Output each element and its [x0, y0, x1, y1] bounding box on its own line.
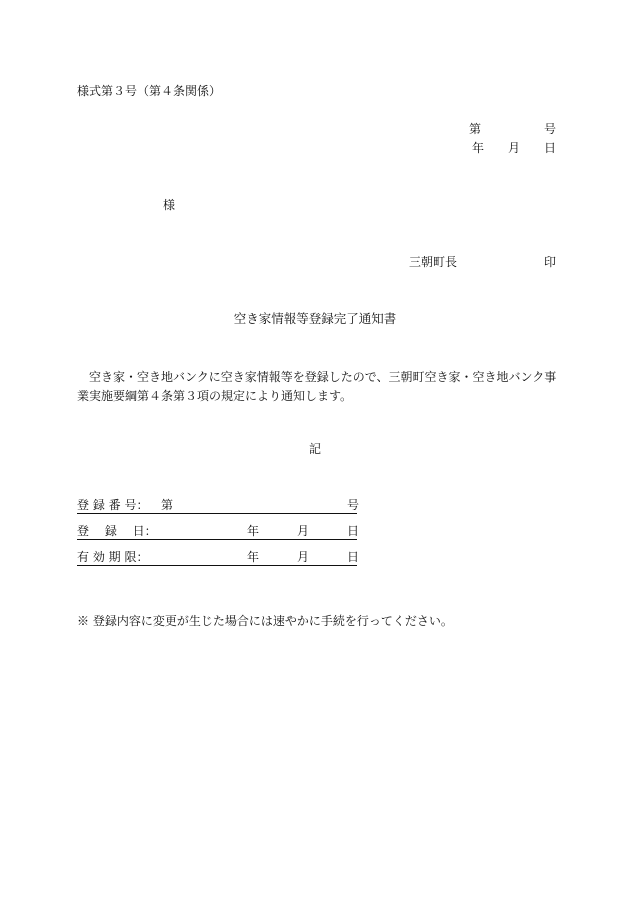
sender-name: 三朝町長 — [408, 255, 457, 269]
document-number-line — [469, 123, 556, 135]
registration-number-prefix: 第 — [161, 498, 174, 512]
validity-period-day: 日 — [347, 550, 360, 564]
recipient-line — [163, 199, 175, 211]
registration-number-label: 登 録 番 号： — [77, 498, 149, 512]
date-month-label: 月 — [507, 141, 520, 155]
registration-number-row — [77, 497, 360, 514]
issue-date-line — [472, 142, 556, 154]
form-number: 様式第３号（第４条関係） — [77, 84, 222, 98]
registration-number-suffix: 号 — [347, 498, 360, 512]
registration-date-day: 日 — [347, 524, 360, 538]
date-day-label: 日 — [543, 141, 556, 155]
sender-line — [409, 256, 556, 268]
registration-date-label: 登 録 日： — [77, 524, 157, 538]
date-year-label: 年 — [471, 141, 484, 155]
validity-period-row — [77, 549, 360, 566]
document-title: 空き家情報等登録完了通知書 — [233, 311, 397, 326]
registration-date-year: 年 — [247, 524, 260, 538]
validity-period-year: 年 — [247, 550, 260, 564]
validity-period-label: 有 効 期 限： — [77, 550, 149, 564]
registration-date-month: 月 — [297, 524, 310, 538]
change-notice-note: ※ 登録内容に変更が生じた場合には速やかに手続を行ってください。 — [77, 614, 453, 628]
recipient-honorific: 様 — [163, 198, 176, 212]
seal-mark: 印 — [543, 255, 556, 269]
document-number-prefix: 第 — [468, 122, 481, 136]
document-number-suffix: 号 — [543, 122, 556, 136]
registration-date-row — [77, 523, 360, 540]
body-paragraph: 空き家・空き地バンクに空き家情報等を登録したので、三朝町空き家・空き地バンク事業実施要綱第４条第３項の規定により通知します。 — [77, 370, 557, 403]
ki-heading: 記 — [308, 442, 321, 456]
validity-period-month: 月 — [297, 550, 310, 564]
